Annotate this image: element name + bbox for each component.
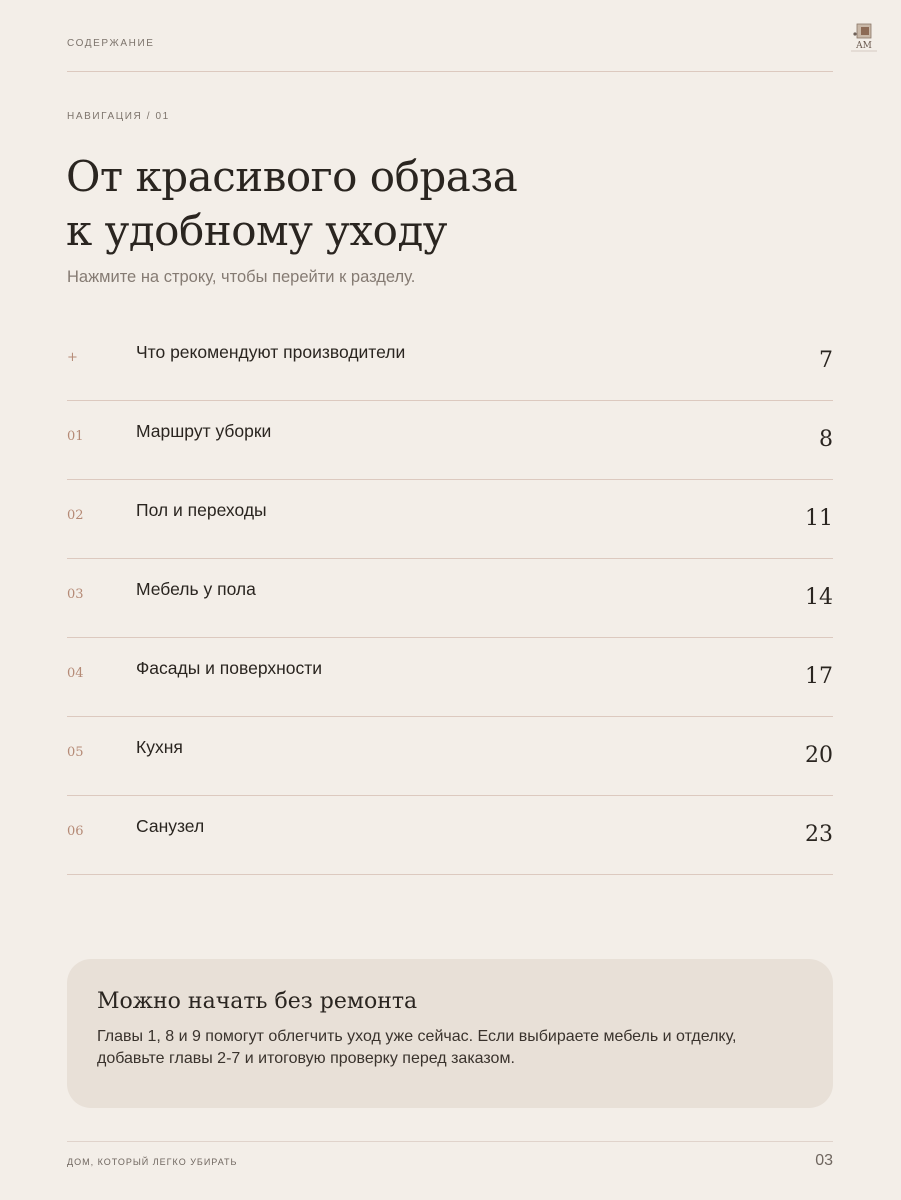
info-card-text: Главы 1, 8 и 9 помогут облегчить уход уже сейчас. Если выбираете мебель и отделку, добавьте главы 2-7 и итоговую проверку перед заказом. xyxy=(97,1028,737,1067)
toc-row-title: Санузел xyxy=(136,816,205,836)
toc-row-title: Пол и переходы xyxy=(136,500,267,520)
toc-row-page: 14 xyxy=(805,585,833,610)
toc-row-number: 05 xyxy=(67,745,84,760)
brand-logo-icon xyxy=(846,20,882,56)
toc-row-number: 02 xyxy=(67,508,84,523)
page-number: 03 xyxy=(815,1152,833,1169)
toc-row-title: Кухня xyxy=(136,737,183,757)
footer-book-title: ДОМ, КОТОРЫЙ ЛЕГКО УБИРАТЬ xyxy=(67,1157,238,1167)
toc-row-floors[interactable] xyxy=(67,480,833,559)
toc-row-number: + xyxy=(67,350,78,365)
page-title xyxy=(66,150,766,258)
toc-row-title: Мебель у пола xyxy=(136,579,256,599)
toc-row-page: 11 xyxy=(805,506,833,531)
toc-row-page: 20 xyxy=(805,743,833,768)
footer-divider xyxy=(67,1141,833,1142)
toc-row-page: 17 xyxy=(805,664,833,689)
toc-row-page: 8 xyxy=(819,427,833,452)
toc-row-number: 04 xyxy=(67,666,84,681)
toc-row-number: 01 xyxy=(67,429,84,444)
toc-row-cleaning-route[interactable] xyxy=(67,401,833,480)
toc-row-number: 06 xyxy=(67,824,84,839)
toc-row-title: Что рекомендуют производители xyxy=(136,342,406,362)
toc-row-title: Маршрут уборки xyxy=(136,421,272,441)
navigation-label: НАВИГАЦИЯ / 01 xyxy=(67,111,170,122)
header-divider xyxy=(67,71,833,72)
toc-row-title: Фасады и поверхности xyxy=(136,658,323,678)
toc-row-facades[interactable] xyxy=(67,638,833,717)
toc-row-kitchen[interactable] xyxy=(67,717,833,796)
toc-row-manufacturers[interactable] xyxy=(67,322,833,401)
page-subtitle: Нажмите на строку, чтобы перейти к разделу. xyxy=(67,268,416,286)
toc-row-furniture[interactable] xyxy=(67,559,833,638)
toc-row-page: 7 xyxy=(819,348,833,373)
toc-row-page: 23 xyxy=(805,822,833,847)
svg-text:AM: AM xyxy=(856,41,872,51)
toc-row-bathroom[interactable] xyxy=(67,796,833,875)
table-of-contents xyxy=(67,322,833,875)
info-card-title: Можно начать без ремонта xyxy=(97,989,418,1014)
page-title-line-2: к удобному уходу xyxy=(66,206,448,255)
toc-row-number: 03 xyxy=(67,587,84,602)
section-label: СОДЕРЖАНИЕ xyxy=(67,38,155,49)
page-title-line-1: От красивого образа xyxy=(66,152,518,201)
info-card xyxy=(67,959,833,1108)
